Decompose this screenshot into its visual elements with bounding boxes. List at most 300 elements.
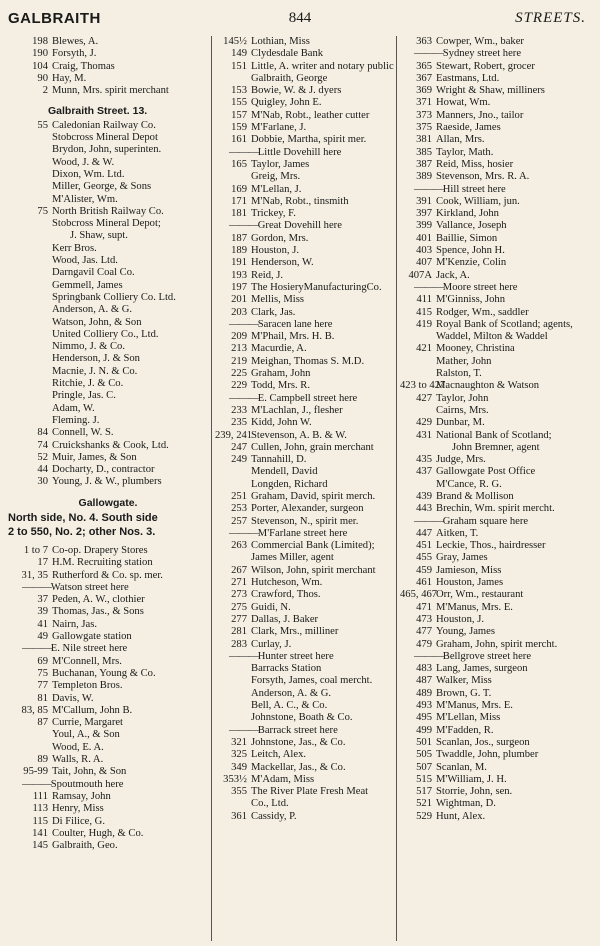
house-number: 355 (231, 786, 247, 798)
occupant-name: Cook, William, jun. (436, 195, 520, 207)
house-number: 193 (231, 269, 247, 281)
directory-entry (400, 122, 590, 134)
cross-street-marker: ——— Barrack street here (215, 725, 395, 737)
directory-entry (400, 663, 590, 675)
occupant-name: Cowper, Wm., baker (436, 36, 524, 47)
house-number: 507 (416, 761, 432, 773)
directory-entry (400, 380, 590, 392)
house-number: 419 (416, 318, 432, 330)
house-number: 431 (416, 429, 432, 441)
house-number: 239, 241 (215, 429, 253, 441)
entry-continuation: Mendell, David (251, 466, 318, 478)
directory-entry (215, 540, 395, 552)
house-number: 465, 467 (400, 589, 438, 601)
directory-entry (400, 85, 590, 97)
house-number: 439 (416, 490, 432, 502)
occupant-name: M'Lellan, Miss (436, 712, 501, 724)
cross-street-marker: ——— Graham square here (400, 516, 590, 528)
occupant-name: Stewart, Robert, grocer (436, 60, 535, 72)
occupant-name: M'Adam, Miss (251, 773, 315, 785)
directory-entry (400, 503, 590, 515)
entry-continuation: Adam, W. (52, 402, 95, 414)
house-number: 391 (416, 195, 432, 207)
house-number: 483 (416, 663, 432, 675)
directory-entry (400, 466, 590, 478)
house-number: 90 (37, 72, 48, 84)
numbering-note: 2 to 550, No. 2; other Nos. 3. (8, 525, 156, 538)
occupant-name: Young, J. & W., plumbers (52, 476, 162, 488)
house-number: 181 (231, 208, 247, 220)
directory-entry (8, 36, 208, 48)
directory-entry (215, 774, 395, 786)
directory-entry (215, 134, 395, 146)
house-number: 455 (416, 552, 432, 564)
page-header (0, 0, 600, 32)
directory-entry (215, 442, 395, 454)
occupant-name: Buchanan, Young & Co. (52, 667, 156, 679)
cross-street-marker: ——— Moore street here (400, 282, 590, 294)
directory-entry (8, 48, 208, 60)
cross-street-marker: ——— M'Farlane street here (215, 528, 395, 540)
directory-entry (400, 220, 590, 232)
cross-street-marker: ——— Saracen lane here (215, 319, 395, 331)
house-number: 249 (231, 454, 247, 466)
occupant-name: Thomas, Jas., & Sons (52, 606, 144, 618)
house-number: 499 (416, 724, 432, 736)
entry-continuation: Gemmell, James (52, 279, 123, 291)
house-number: 74 (37, 439, 48, 451)
entry-continuation: United Colliery Co., Ltd. (52, 328, 159, 340)
house-number: 459 (416, 564, 432, 576)
directory-entry (215, 208, 395, 220)
house-number: 365 (416, 60, 432, 72)
house-number: 517 (416, 786, 432, 798)
directory-entry (400, 171, 590, 183)
directory-entry (8, 206, 208, 218)
directory-entry (215, 368, 395, 380)
directory-entry (400, 134, 590, 146)
house-number: 515 (416, 773, 432, 785)
entry-continuation: M'Alister, Wm. (52, 193, 118, 205)
occupant-name: Guidi, N. (251, 601, 291, 613)
directory-entry (400, 762, 590, 774)
directory-entry (215, 110, 395, 122)
directory-entry (8, 464, 208, 476)
occupant-name: Jack, A. (436, 269, 470, 281)
directory-entry (215, 503, 395, 515)
directory-entry (400, 319, 590, 344)
directory-entry (8, 476, 208, 488)
occupant-name: Lothian, Miss (251, 36, 310, 47)
occupant-name: Graham, John, spirit mercht. (436, 638, 558, 650)
occupant-name: Forsyth, J. (52, 48, 97, 60)
entry-continuation: Ritchie, J. & Co. (52, 378, 124, 390)
occupant-name: Nairn, Jas. (52, 618, 98, 630)
directory-entry (215, 405, 395, 417)
directory-entry (400, 688, 590, 700)
house-number: 415 (416, 306, 432, 318)
occupant-name: Cullen, John, grain merchant (251, 441, 374, 453)
entry-continuation: Wood, E. A. (52, 741, 104, 753)
occupant-name: Johnstone, Jas., & Co. (251, 736, 346, 748)
directory-entry (400, 737, 590, 749)
house-number: 89 (37, 754, 48, 766)
occupant-name: Scanlan, Jos., surgeon (436, 736, 530, 748)
occupant-name: Brand & Mollison (436, 490, 514, 502)
occupant-name: Jamieson, Miss (436, 564, 502, 576)
entry-continuation: Johnstone, Boath & Co. (251, 712, 353, 724)
occupant-name: National Bank of Scotland; (436, 429, 552, 441)
occupant-name: Scanlan, M. (436, 761, 487, 773)
occupant-name: Rodger, Wm., saddler (436, 306, 529, 318)
directory-entry (215, 184, 395, 196)
occupant-name: Craig, Thomas (52, 60, 115, 72)
occupant-name: Howat, Wm. (436, 97, 491, 109)
directory-entry (215, 380, 395, 392)
entry-continuation: Darngavil Coal Co. (52, 267, 135, 279)
occupant-name: Henry, Miss (52, 803, 104, 815)
directory-entry (400, 552, 590, 564)
house-number: 87 (37, 717, 48, 729)
directory-entry (215, 811, 395, 823)
occupant-name: M'Lellan, J. (251, 183, 302, 195)
occupant-name: Reid, J. (251, 269, 284, 281)
house-number: 495 (416, 712, 432, 724)
directory-entry (215, 343, 395, 355)
occupant-name: Kidd, John W. (251, 417, 312, 429)
house-number: 399 (416, 220, 432, 232)
occupant-name: Little, A. writer and notary public (251, 60, 394, 72)
entry-continuation: Mather, John (436, 355, 492, 367)
entry-continuation: Nimmo, J. & Co. (52, 341, 125, 353)
directory-entry (400, 602, 590, 614)
entry-continuation: Springbank Colliery Co. Ltd. (52, 291, 176, 303)
directory-entry (400, 61, 590, 73)
house-number: 253 (231, 503, 247, 515)
house-number: 489 (416, 687, 432, 699)
occupant-name: Walker, Miss (436, 675, 492, 687)
occupant-name: Reid, Miss, hosier (436, 158, 514, 170)
occupant-name: Clydesdale Bank (251, 48, 324, 60)
occupant-name: Blewes, A. (52, 36, 99, 47)
house-number: 529 (416, 810, 432, 822)
house-number: 283 (231, 638, 247, 650)
occupant-name: Cassidy, P. (251, 810, 297, 822)
directory-entry (8, 61, 208, 73)
occupant-name: Tait, John, & Son (52, 766, 127, 778)
house-number: 257 (231, 515, 247, 527)
occupant-name: Orr, Wm., restaurant (436, 589, 524, 601)
cross-street-marker: ——— Little Dovehill here (215, 147, 395, 159)
occupant-name: Graham, David, spirit merch. (251, 490, 376, 502)
directory-entry (215, 85, 395, 97)
house-number: 161 (231, 134, 247, 146)
directory-entry (215, 294, 395, 306)
entry-continuation: Anderson, A. & G. (52, 304, 133, 316)
directory-entry (400, 196, 590, 208)
directory-entry (8, 619, 208, 631)
house-number: 451 (416, 540, 432, 552)
occupant-name: M'Manus, Mrs. E. (436, 700, 513, 712)
directory-entry (400, 208, 590, 220)
house-number: 104 (32, 60, 48, 72)
occupant-name: Clark, Jas. (251, 306, 296, 318)
directory-entry (8, 606, 208, 618)
occupant-name: Meighan, Thomas S. M.D. (251, 355, 365, 367)
occupant-name: Raeside, James (436, 122, 501, 134)
house-number: 277 (231, 613, 247, 625)
directory-entry (400, 700, 590, 712)
occupant-name: Stevenson, N., spirit mer. (251, 515, 359, 527)
house-number: 169 (231, 183, 247, 195)
house-number: 421 (416, 343, 432, 355)
house-number: 349 (231, 761, 247, 773)
cross-street-marker: ——— Spoutmouth here (8, 779, 208, 791)
occupant-name: Gallowgate station (52, 631, 132, 643)
cross-street-marker: ——— Hunter street here (215, 651, 395, 663)
directory-entry (400, 110, 590, 122)
directory-entry (215, 282, 395, 294)
directory-entry (400, 147, 590, 159)
directory-entry (215, 491, 395, 503)
directory-entry (400, 589, 590, 601)
directory-entry (400, 491, 590, 503)
entry-continuation: Stobcross Mineral Depot (52, 132, 158, 144)
occupant-name: Hay, M. (52, 72, 87, 84)
occupant-name: Curlay, J. (251, 638, 292, 650)
house-number: 407 (416, 257, 432, 269)
occupant-name: Todd, Mrs. R. (251, 380, 310, 392)
occupant-name: Storrie, John, sen. (436, 786, 513, 798)
running-head-left: GALBRAITH (8, 10, 101, 27)
house-number: 251 (231, 490, 247, 502)
occupant-name: The HosieryManufacturingCo. (251, 281, 382, 293)
house-number: 37 (37, 594, 48, 606)
entry-continuation: Kerr Bros. (52, 242, 97, 254)
entry-continuation: Pringle, Jas. C. (52, 390, 116, 402)
directory-entry (400, 454, 590, 466)
street-heading: Gallowgate. (78, 496, 138, 509)
house-number: 30 (37, 476, 48, 488)
house-number: 477 (416, 626, 432, 638)
entry-continuation: Co., Ltd. (251, 798, 289, 810)
house-number: 505 (416, 749, 432, 761)
house-number: 55 (37, 119, 48, 131)
directory-entry (215, 516, 395, 528)
house-number: 521 (416, 798, 432, 810)
directory-entry (215, 762, 395, 774)
occupant-name: Houston, James (436, 577, 504, 589)
house-number: 141 (32, 827, 48, 839)
entry-continuation: Anderson, A. & G. (251, 687, 332, 699)
house-number: 375 (416, 122, 432, 134)
house-number: 83, 85 (21, 704, 48, 716)
house-number: 401 (416, 232, 432, 244)
entry-continuation: Ralston, T. (436, 368, 482, 380)
directory-entry (215, 614, 395, 626)
entry-continuation: Barracks Station (251, 663, 322, 675)
house-number: 153 (231, 85, 247, 97)
occupant-name: North British Railway Co. (52, 205, 164, 217)
occupant-name: Galbraith, Geo. (52, 840, 118, 852)
directory-entry (8, 427, 208, 439)
directory-entry (400, 811, 590, 823)
occupant-name: Rutherford & Co. sp. mer. (52, 569, 163, 581)
cross-street-marker: ——— Hill street here (400, 184, 590, 196)
directory-entry (8, 791, 208, 803)
occupant-name: Brechin, Wm. spirit mercht. (436, 503, 555, 515)
entry-continuation: Greig, Mrs. (251, 171, 301, 183)
house-number: 191 (231, 257, 247, 269)
directory-entry (8, 816, 208, 828)
directory-entry (215, 577, 395, 589)
directory-entry (400, 36, 590, 48)
house-number: 471 (416, 601, 432, 613)
occupant-name: Commercial Bank (Limited); (251, 540, 375, 552)
directory-entry (400, 343, 590, 355)
house-number: 397 (416, 208, 432, 220)
occupant-name: The River Plate Fresh Meat (251, 786, 369, 798)
directory-entry (215, 97, 395, 109)
directory-entry (8, 656, 208, 668)
directory-entry (8, 440, 208, 452)
house-number: 190 (32, 48, 48, 60)
house-number: 225 (231, 368, 247, 380)
directory-entry (400, 675, 590, 687)
occupant-name: Baillie, Simon (436, 232, 498, 244)
house-number: 493 (416, 700, 432, 712)
directory-entry (8, 803, 208, 815)
occupant-name: Young, James (436, 626, 495, 638)
directory-entry (215, 233, 395, 245)
entry-continuation: Longden, Richard (251, 478, 328, 490)
occupant-name: Tannahill, D. (251, 454, 307, 466)
entry-continuation: Macnie, J. N. & Co. (52, 365, 138, 377)
directory-entry (400, 73, 590, 85)
occupant-name: Vallance, Joseph (436, 220, 507, 232)
house-number: 151 (231, 60, 247, 72)
directory-entry (8, 680, 208, 692)
directory-entry (400, 294, 590, 306)
house-number: 435 (416, 454, 432, 466)
house-number: 2 (42, 85, 48, 97)
house-number: 385 (416, 146, 432, 158)
directory-entry (400, 233, 590, 245)
directory-entry (400, 245, 590, 257)
house-number: 281 (231, 626, 247, 638)
occupant-name: Dobbie, Martha, spirit mer. (251, 134, 367, 146)
directory-entry (400, 725, 590, 737)
directory-entry (215, 270, 395, 282)
occupant-name: Graham, John (251, 368, 311, 380)
directory-entry (215, 196, 395, 208)
directory-entry (215, 454, 395, 466)
house-number: 113 (32, 803, 48, 815)
entry-continuation: Wood, J. & W. (52, 156, 115, 168)
directory-entry (215, 639, 395, 651)
occupant-name: Hunt, Alex. (436, 810, 486, 822)
house-number: 373 (416, 109, 432, 121)
occupant-name: Aitken, T. (436, 527, 479, 539)
house-number: 39 (37, 606, 48, 618)
directory-entry (8, 85, 208, 97)
occupant-name: Coulter, Hugh, & Co. (52, 827, 144, 839)
occupant-name: Judge, Mrs. (436, 454, 486, 466)
cross-street-marker: ——— E. Campbell street here (215, 393, 395, 405)
house-number: 75 (37, 667, 48, 679)
house-number: 367 (416, 72, 432, 84)
occupant-name: M'Nab, Robt., leather cutter (251, 109, 370, 121)
directory-entry (400, 257, 590, 269)
occupant-name: Mooney, Christina (436, 343, 515, 355)
house-number: 159 (231, 122, 247, 134)
house-number: 473 (416, 613, 432, 625)
occupant-name: M'Fadden, R. (436, 724, 494, 736)
directory-entry (8, 120, 208, 132)
house-number: 273 (231, 589, 247, 601)
house-number: 189 (231, 245, 247, 257)
directory-entry (215, 257, 395, 269)
directory-entry (400, 712, 590, 724)
occupant-name: Royal Bank of Scotland; agents, Waddel, Milton & Waddel (436, 318, 573, 343)
occupant-name: Manners, Jno., tailor (436, 109, 524, 121)
occupant-name: Wilson, John, spirit merchant (251, 564, 376, 576)
occupant-name: Leitch, Alex. (251, 749, 307, 761)
running-head-right: STREETS. (515, 10, 586, 26)
house-number: 41 (37, 618, 48, 630)
entry-continuation: Youl, A., & Son (52, 729, 120, 741)
directory-entry (400, 270, 590, 282)
occupant-name: M'Nab, Robt., tinsmith (251, 195, 349, 207)
directory-entry (400, 577, 590, 589)
occupant-name: Kirkland, John (436, 208, 499, 220)
occupant-name: Brown, G. T. (436, 687, 492, 699)
house-number: 1 to 7 (23, 544, 48, 556)
occupant-name: Stevenson, Mrs. R. A. (436, 171, 530, 183)
directory-entry (8, 840, 208, 852)
house-number: 52 (37, 451, 48, 463)
occupant-name: Houston, J. (251, 245, 299, 257)
directory-entry (8, 766, 208, 778)
occupant-name: Clark, Mrs., milliner (251, 626, 339, 638)
occupant-name: Taylor, Math. (436, 146, 494, 158)
directory-entry (215, 565, 395, 577)
entry-continuation: James Miller, agent (251, 552, 334, 564)
occupant-name: Davis, W. (52, 692, 94, 704)
house-number: 267 (231, 564, 247, 576)
directory-entry (8, 631, 208, 643)
directory-entry (215, 589, 395, 601)
occupant-name: Quigley, John E. (251, 97, 322, 109)
house-number: 271 (231, 577, 247, 589)
occupant-name: Di Filice, G. (52, 815, 105, 827)
house-number: 187 (231, 232, 247, 244)
house-number: 479 (416, 638, 432, 650)
entry-continuation: Dixon, Wm. Ltd. (52, 168, 125, 180)
occupant-name: Taylor, James (251, 158, 310, 170)
house-number: 81 (37, 692, 48, 704)
directory-entry (400, 97, 590, 109)
house-number: 443 (416, 503, 432, 515)
occupant-name: M'Manus, Mrs. E. (436, 601, 513, 613)
directory-entry (215, 430, 395, 442)
house-number: 201 (231, 294, 247, 306)
house-number: 407A (408, 269, 432, 281)
occupant-name: Docharty, D., contractor (52, 464, 155, 476)
directory-entry (8, 557, 208, 569)
house-number: 381 (416, 134, 432, 146)
column-rule-2 (396, 36, 397, 941)
